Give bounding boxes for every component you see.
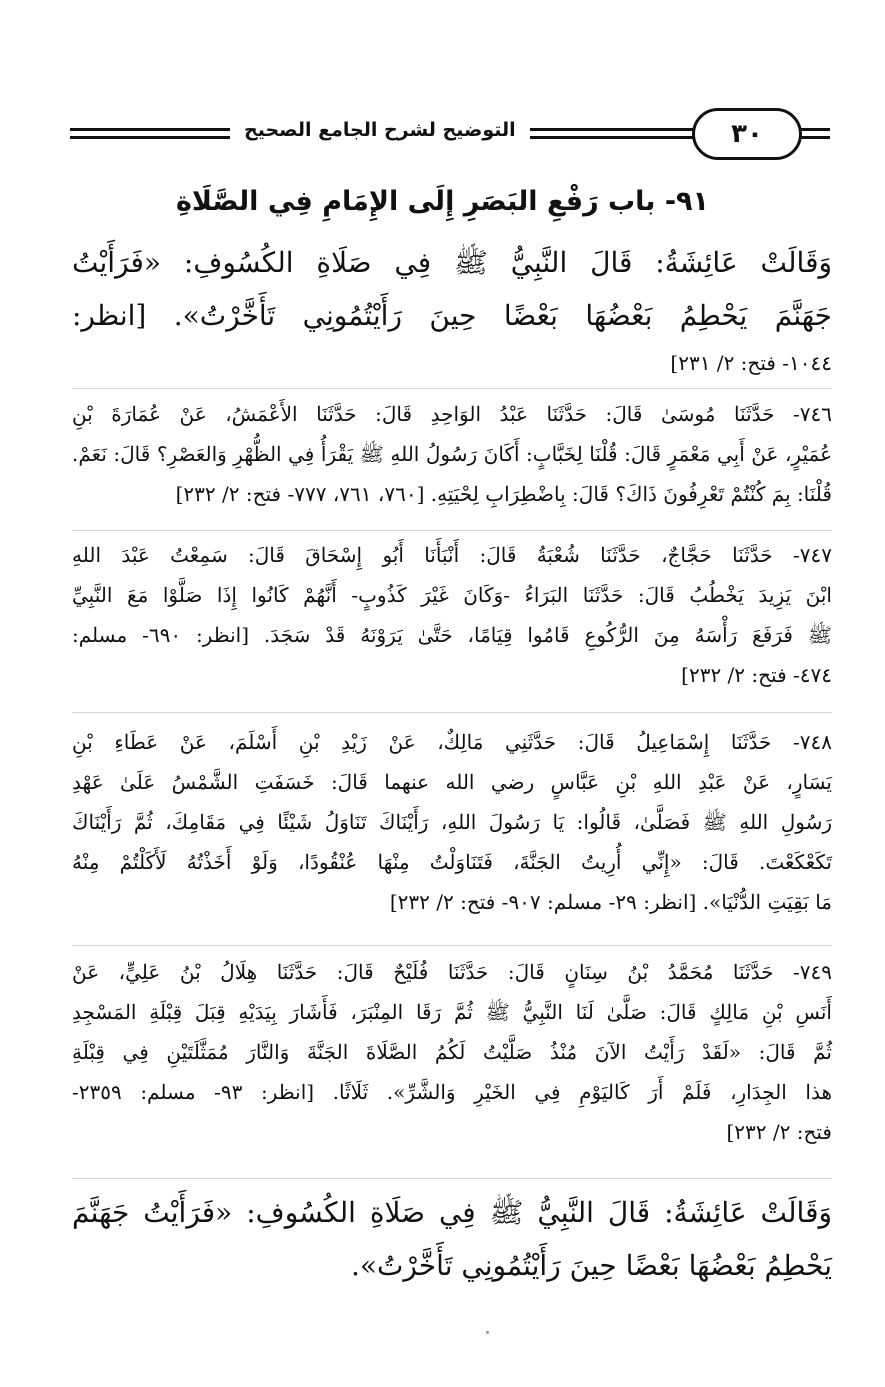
- closing-line: وَقَالَتْ عَائِشَةُ: قَالَ النَّبِيُّ ﷺ فِي صَلَاةِ الكُسُوفِ: «فَرَأَيْتُ جَهَنَّمَ: [72, 1196, 832, 1229]
- intro-line: وَقَالَتْ عَائِشَةُ: قَالَ النَّبِيُّ ﷺ فِي صَلَاةِ الكُسُوفِ: «فَرَأَيْتُ: [72, 246, 832, 279]
- page-speck: [486, 1331, 489, 1334]
- hadith-line: أَنَسِ بْنِ مَالِكٍ قَالَ: صَلَّىٰ لَنَا النَّبِيُّ ﷺ ثُمَّ رَقَا المِنْبَرَ، فَأَشَارَ بِيَدَيْهِ قِبَلَ قِبْلَةِ المَسْجِدِ: [72, 1000, 832, 1024]
- hadith-line: عُمَيْرٍ، عَنْ أَبِي مَعْمَرٍ قَالَ: قُلْنَا لِخَبَّابٍ: أَكَانَ رَسُولُ اللهِ ﷺ يَقْرَأُ فِي الظُّهْرِ وَالعَصْرِ؟ قَالَ: نَعَمْ.: [72, 442, 832, 466]
- hadith-747: [72, 535, 832, 695]
- hadith-line: مَا بَقِيَتِ الدُّنْيَا». [انظر: ٢٩- مسلم: ٩٠٧- فتح: ٢/ ٢٣٢]: [389, 890, 832, 914]
- hadith-line: ثُمَّ قَالَ: «لَقَدْ رَأَيْتُ الآنَ مُنْذُ صَلَّيْتُ لَكُمُ الصَّلَاةَ الجَنَّةَ وَالنَّارَ مُمَثَّلَتَيْنِ فِي قِبْلَةِ: [72, 1040, 832, 1064]
- hadith-line: ٧٤٩- حَدَّثَنَا مُحَمَّدُ بْنُ سِنَانٍ قَالَ: حَدَّثَنَا فُلَيْحٌ قَالَ: حَدَّثَنَا هِلَالُ بْنُ عَلِيٍّ، عَنْ: [72, 960, 832, 984]
- divider: [72, 388, 832, 389]
- running-title: التوضيح لشرح الجامع الصحيح: [230, 110, 530, 150]
- hadith-line: يَسَارٍ، عَنْ عَبْدِ اللهِ بْنِ عَبَّاسٍ رضي الله عنهما قَالَ: خَسَفَتِ الشَّمْسُ عَلَىٰ عَهْدِ: [72, 770, 832, 794]
- hadith-line: تَكَعْكَعْتَ. قَالَ: «إِنِّي أُرِيتُ الجَنَّةَ، فَتَنَاوَلْتُ مِنْهَا عُنْقُودًا، وَلَوْ أَخَذْتُهُ لَأَكَلْتُمْ مِنْهُ: [72, 850, 832, 874]
- hadith-line: ٧٤٦- حَدَّثَنَا مُوسَىٰ قَالَ: حَدَّثَنَا عَبْدُ الوَاحِدِ قَالَ: حَدَّثَنَا الأَعْمَشُ، عَنْ عُمَارَةَ بْنِ: [72, 402, 832, 426]
- hadith-748: [72, 722, 832, 922]
- divider: [72, 1178, 832, 1179]
- closing-quote: [72, 1186, 832, 1292]
- hadith-line: ٧٤٧- حَدَّثَنَا حَجَّاجٌ، حَدَّثَنَا شُعْبَةُ قَالَ: أَنْبَأَنَا أَبُو إِسْحَاقَ قَالَ: سَمِعْتُ عَبْدَ اللهِ: [72, 543, 832, 567]
- hadith-line: ٤٧٤- فتح: ٢/ ٢٣٢]: [681, 663, 832, 687]
- page-header: [70, 108, 830, 158]
- hadith-line: ﷺ فَرَفَعَ رَأْسَهُ مِنَ الرُّكُوعِ قَامُوا قِيَامًا، حَتَّىٰ يَرَوْنَهُ قَدْ سَجَدَ. [انظر: ٦٩٠- مسلم:: [72, 623, 832, 647]
- hadith-line: قُلْنَا: بِمَ كُنْتُمْ تَعْرِفُونَ ذَاكَ؟ قَالَ: بِاضْطِرَابِ لِحْيَتِهِ. [٧٦٠، ٧٦١، ٧٧٧- فتح: ٢/ ٢٣٢]: [175, 482, 832, 506]
- hadith-line: ٧٤٨- حَدَّثَنَا إِسْمَاعِيلُ قَالَ: حَدَّثَنِي مَالِكٌ، عَنْ زَيْدِ بْنِ أَسْلَمَ، عَنْ عَطَاءِ بْنِ: [72, 730, 832, 754]
- chapter-title: ٩١- باب رَفْعِ البَصَرِ إِلَى الإِمَامِ فِي الصَّلَاةِ: [175, 186, 709, 217]
- closing-line: يَحْطِمُ بَعْضُهَا بَعْضًا حِينَ رَأَيْتُمُونِي تَأَخَّرْتُ».: [351, 1249, 832, 1282]
- intro-line: ١٠٤٤- فتح: ٢/ ٢٣١]: [670, 351, 832, 375]
- intro-quote: [72, 236, 832, 342]
- intro-reference: [72, 343, 832, 383]
- header-left-ornament: [78, 126, 168, 140]
- hadith-line: ابْنَ يَزِيدَ يَخْطُبُ قَالَ: حَدَّثَنَا البَرَاءُ -وَكَانَ غَيْرَ كَذُوبٍ- أَنَّهُمْ كَانُوا إِذَا صَلَّوْا مَعَ النَّبِيِّ: [72, 583, 832, 607]
- hadith-line: رَسُولِ اللهِ ﷺ فَصَلَّىٰ، قَالُوا: يَا رَسُولَ اللهِ، رَأَيْنَاكَ تَنَاوَلُ شَيْئًا فِي مَقَامِكَ، ثُمَّ رَأَيْنَاكَ: [72, 810, 832, 834]
- page-number: ٣٠: [692, 108, 802, 160]
- intro-line: جَهَنَّمَ يَحْطِمُ بَعْضُهَا بَعْضًا حِينَ رَأَيْتُمُونِي تَأَخَّرْتُ». [انظر:: [72, 299, 832, 332]
- hadith-746: [72, 394, 832, 514]
- divider: [72, 712, 832, 713]
- hadith-749: [72, 952, 832, 1152]
- hadith-line: فتح: ٢/ ٢٣٢]: [726, 1120, 832, 1144]
- divider: [72, 945, 832, 946]
- divider: [72, 530, 832, 531]
- hadith-line: هذا الجِدَارِ، فَلَمْ أَرَ كَاليَوْمِ فِي الخَيْرِ وَالشَّرِّ». ثَلَاثًا. [انظر: ٩٣- مسلم: ٢٣٥٩-: [72, 1080, 832, 1104]
